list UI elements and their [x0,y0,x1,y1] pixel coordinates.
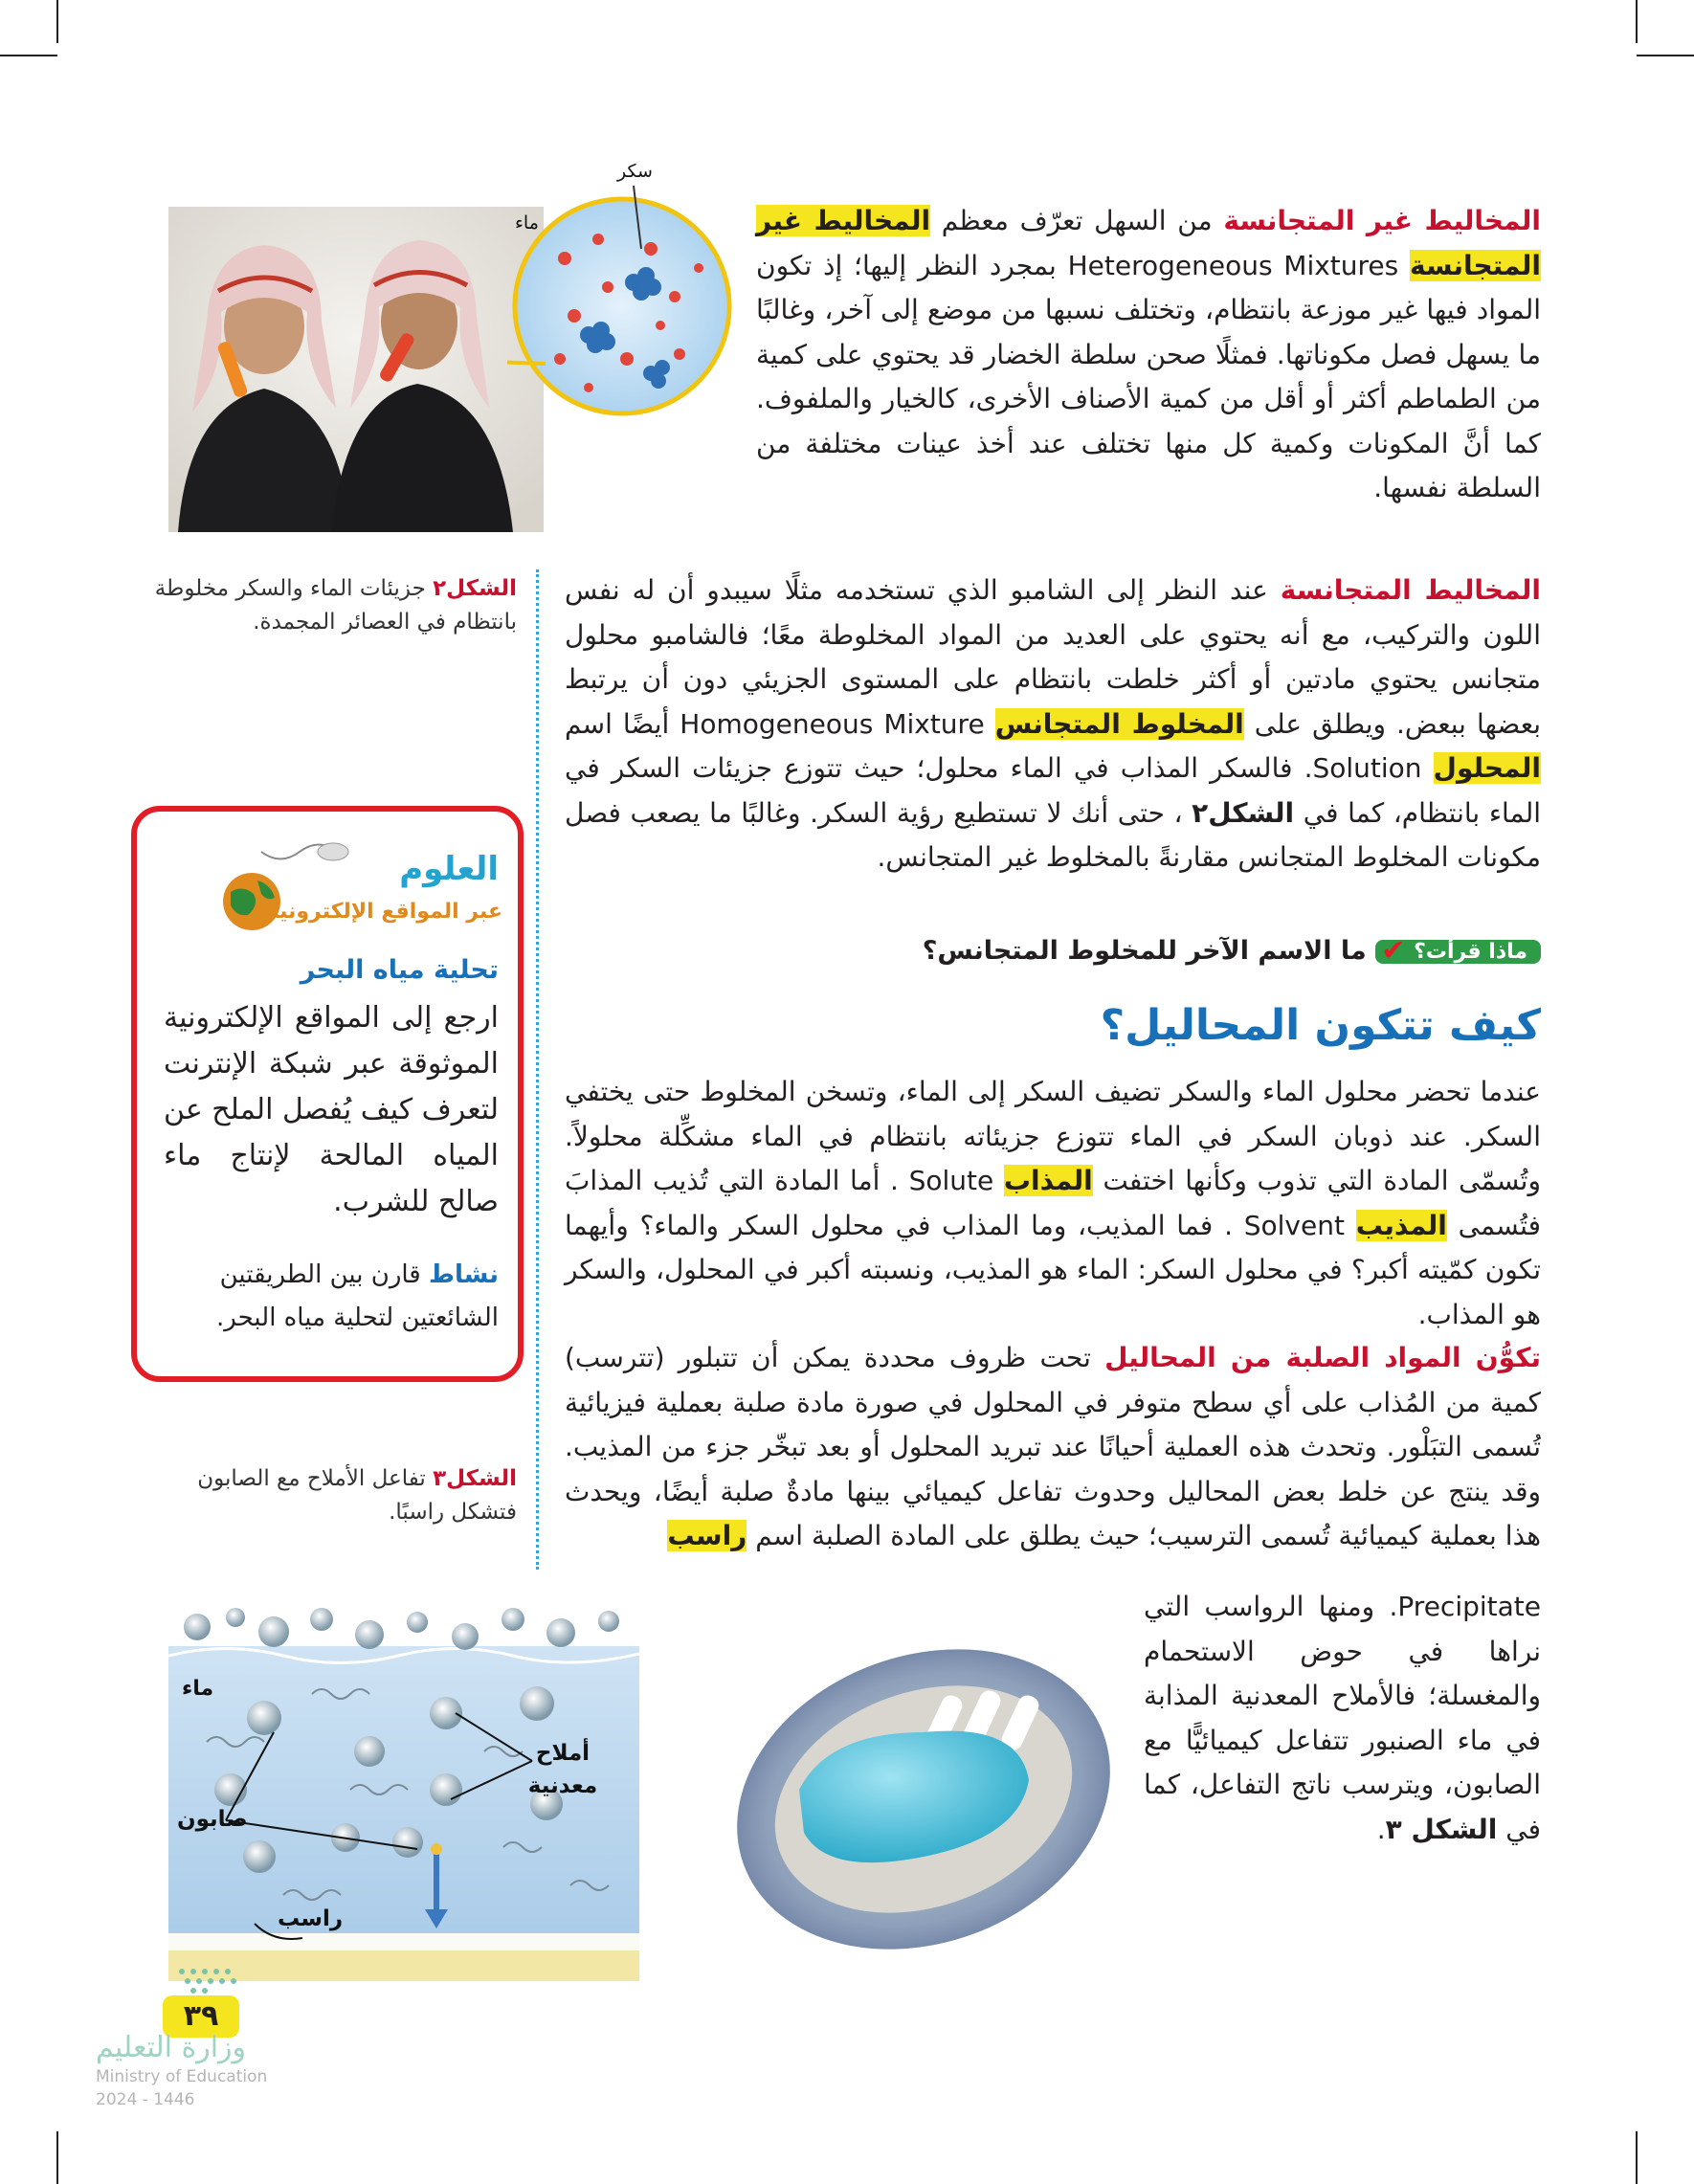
label-water-fig3: ماء [182,1677,214,1701]
reading-check [861,936,1541,966]
column-divider [536,569,539,1570]
leader-line [613,184,651,251]
crop-mark [0,55,57,56]
term-heterogeneous: المخاليط غير المتجانسة [1223,205,1541,236]
page-number: ٣٩ [163,1995,239,2038]
paragraph-precipitate-continued: Precipitate. ومنها الرواسب التي نراها في حوض الاستحمام والمغسلة؛ فالأملاح المعدنية المذابة في ماء الصنبور تتفاعل كيميائيًّا مع الصابون، ويترسب ناتج التفاعل، كما في الشكل ٣. [1144,1591,1541,1845]
edition-year: 2024 - 1446 [96,2090,195,2109]
web-box-title-sub: عبر المواقع الإلكترونية [266,900,502,924]
web-resources-box [131,806,524,1382]
satellite-icon [242,833,357,871]
web-box-subtitle: تحلية مياه البحر [300,955,499,985]
crop-mark [1637,55,1694,56]
highlight-term: المحلول [1433,752,1541,784]
caption-text: جزيئات الماء والسكر مخلوطة بانتظام في العصائر المجمدة. [154,576,517,635]
checkmark-icon: ✔ [1381,934,1406,968]
figure-reference: الشكل ٣ [1385,1813,1498,1845]
crop-mark [1636,2131,1638,2184]
label-water-fig2: ماء [515,212,539,234]
label-minerals: أملاح معدنية [527,1741,598,1798]
reading-check-badge: ماذا قرأت؟ ✔ [1375,940,1541,964]
crop-mark [56,2131,58,2184]
highlight-term: راسب [667,1520,747,1551]
web-box-body: ارجع إلى المواقع الإلكترونية الموثوقة عبر شبكة الإنترنت لتعرف كيف يُفصل الملح عن المياه المالحة لإنتاج ماء صالح للشرب. [164,1001,499,1218]
paragraph-homogeneous: المخاليط المتجانسة عند النظر إلى الشامبو الذي تستخدمه مثلًا سيبدو أن له نفس اللون والتركيب، مع أنه يحتوي على العديد من المواد المخلوطة معًا؛ فالشامبو محلول متجانس يحتوي مادتين أو أكثر خلطت بانتظام على المستوى الجزيئي دون أن يرتبط بعضها ببعض. ويطلق على المخلوط المتجانس Homogeneous Mixture أيضًا اسم المحلول Solution. فالسكر المذاب في الماء محلول؛ حيث تتوزع جزيئات السكر في الماء بانتظام، كما في الشكل٢ ، حتى أنك لا تستطيع رؤية السكر. وغالبًا ما يصعب فصل مكونات المخلوط المتجانس مقارنةً بالمخلوط غير المتجانس. [565,574,1542,873]
section-heading: كيف تتكون المحاليل؟ [1100,1001,1541,1050]
label-precipitate: راسب [278,1906,344,1931]
figure-reference: الشكل٢ [1192,796,1295,829]
highlight-term: المذاب [1003,1165,1093,1196]
term-homogeneous: المخاليط المتجانسة [1280,574,1541,606]
activity-label: نشاط [429,1260,499,1289]
caption-label: الشكل٣ [433,1466,517,1491]
crop-mark [56,0,58,43]
globe-icon [213,859,290,936]
paragraph-heterogeneous: المخاليط غير المتجانسة من السهل تعرّف معظم المخاليط غير المتجانسة Heterogeneous Mixtures بمجرد النظر إليها؛ إذ تكون المواد فيها غير موزعة بانتظام، وتختلف نسبها من موضع إلى آخر، وغالبًا ما يسهل فصل مكوناتها. فمثلًا صحن سلطة الخضار قد يحتوي على كمية من الطماطم أكثر أو أقل من كمية الأصناف الأخرى، كالخيار والملفوف. كما أنَّ المكونات وكمية كل منها تختلف عند أخذ عينات مختلفة من السلطة نفسها. [756,205,1541,503]
caption-label: الشكل٢ [433,576,517,601]
label-sugar: سكر [617,161,653,182]
figure2-photo [168,207,544,532]
crop-mark [1636,0,1638,43]
ministry-logo-icon [172,1962,287,2000]
label-soap: صابون [177,1807,248,1832]
figure3-caption: الشكل٣ تفاعل الأملاح مع الصابون فتشكل راسبًا. [197,1466,517,1525]
term-solids-formation: تكوُّن المواد الصلبة من المحاليل [1104,1342,1541,1373]
web-box-activity: نشاط قارن بين الطريقتين الشائعتين لتحلية مياه البحر. [216,1260,499,1332]
soap-dish-photo [713,1598,1134,1981]
ministry-name-en: Ministry of Education [96,2067,268,2086]
paragraph-precipitate: تكوُّن المواد الصلبة من المحاليل تحت ظروف محددة يمكن أن تتبلور (تترسب) كمية من المُذاب على أي سطح متوفر في المحلول في صورة مادة صلبة بعملية فيزيائية تُسمى التبَلْور. وتحدث هذه العملية أحيانًا عند تبريد المحلول أو بعد تبخّر جزء من المذيب. وقد ينتج عن خلط بعض المحاليل وحدوث تفاعل كيميائي بينها مادةٌ صلبة أيضًا، ويحدث هذا بعملية كيميائية تُسمى الترسيب؛ حيث يطلق على المادة الصلبة اسم راسب [565,1342,1541,1551]
web-box-title: العلوم [399,850,499,888]
highlight-term: المذيب [1355,1209,1447,1241]
reading-check-question: ما الاسم الآخر للمخلوط المتجانس؟ [922,936,1367,966]
highlight-term: المخاليط غير المتجانسة [756,205,1541,281]
figure2-caption [115,572,517,639]
paragraph-solute-solvent: عندما تحضر محلول الماء والسكر تضيف السكر إلى الماء، وتسخن المخلوط حتى يختفي السكر. عند ذوبان السكر في الماء تتوزع جزيئاته بانتظام في الماء مشكِّلة محلولاً. وتُسمّى المادة التي تذوب وكأنها اختفت المذاب Solute . أما المادة التي تُذيب المذابَ فتُسمى المذيب Solvent . فما المذيب، وما المذاب في محلول السكر والماء؟ وأيهما تكون كمّيته أكبر؟ في محلول السكر: الماء هو المذيب، ونسبته أكبر في المحلول، والسكر هو المذاب. [565,1076,1541,1330]
highlight-term: المخلوط المتجانس [994,707,1244,740]
ministry-name-ar: وزارة التعليم [96,2031,247,2064]
